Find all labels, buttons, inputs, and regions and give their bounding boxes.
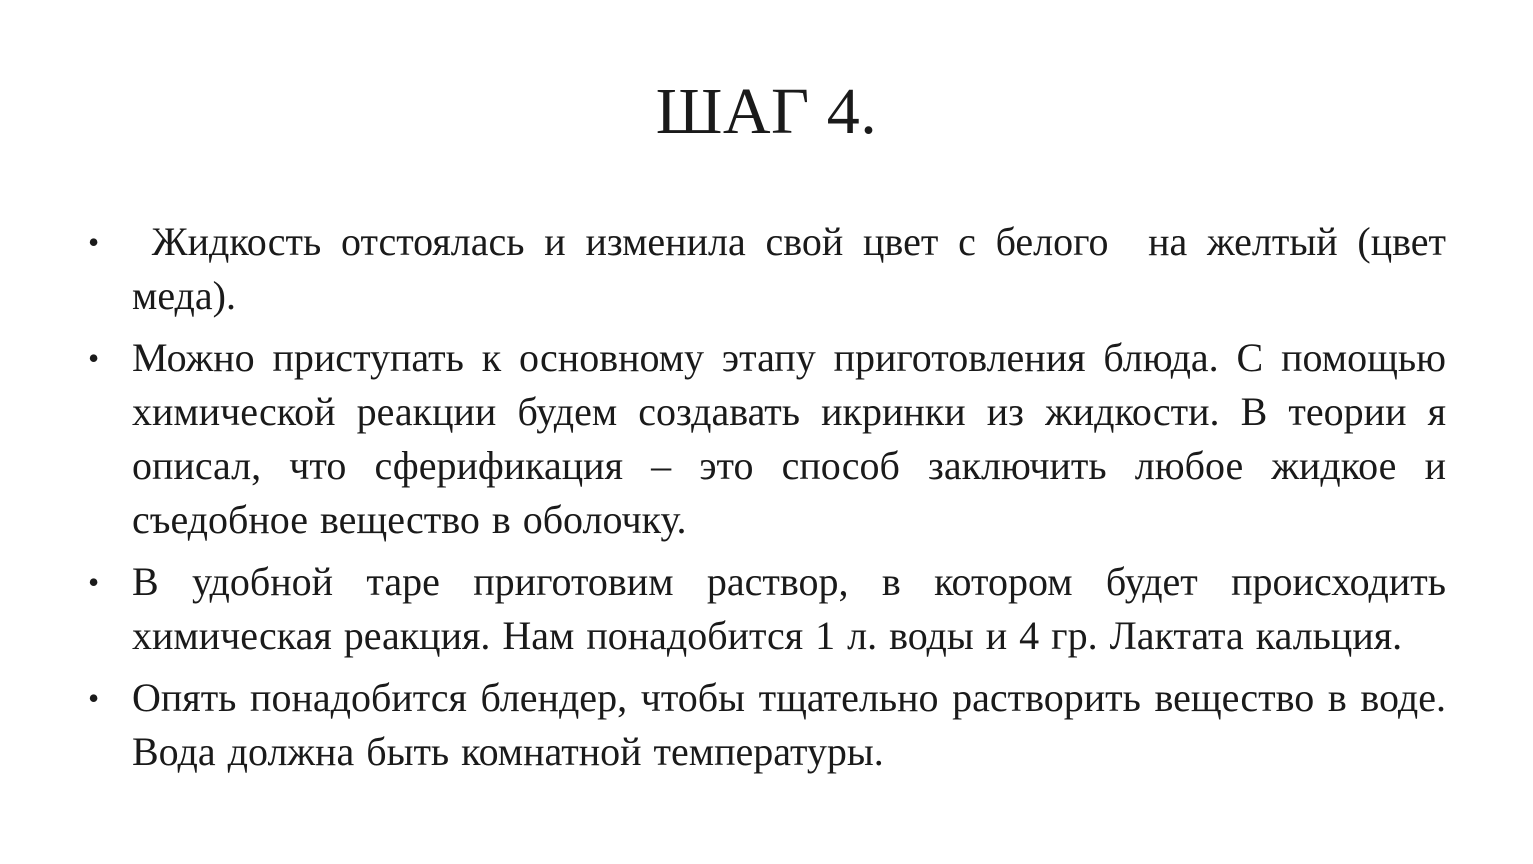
- bullet-icon: •: [88, 224, 100, 260]
- bullet-list: [86, 215, 1458, 787]
- bullet-icon: •: [88, 340, 100, 376]
- bullet-item: [86, 215, 1458, 323]
- bullet-text: Можно приступать к основному этапу приготовления блюда. С помощью химической реакции будем создавать икринки из жидкости. В теории я описал, что сферификация – это способ заключить любое жидкое и съедобное вещество в оболочку.: [132, 335, 1446, 542]
- bullet-text: В удобной таре приготовим раствор, в котором будет происходить химическая реакция. Нам понадобится 1 л. воды и 4 гр. Лактата кальция.: [132, 559, 1446, 658]
- bullet-item: [86, 555, 1446, 663]
- bullet-icon: •: [88, 564, 100, 600]
- bullet-text: Опять понадобится блендер, чтобы тщательно растворить вещество в воде. Вода должна быть комнатной температуры.: [132, 675, 1446, 774]
- bullet-text: Жидкость отстоялась и изменила свой цвет с белого на желтый (цвет меда).: [132, 219, 1458, 318]
- bullet-item: [86, 331, 1446, 547]
- bullet-icon: •: [88, 680, 100, 716]
- bullet-item: [86, 671, 1446, 779]
- slide-title: ШАГ 4.: [655, 75, 878, 148]
